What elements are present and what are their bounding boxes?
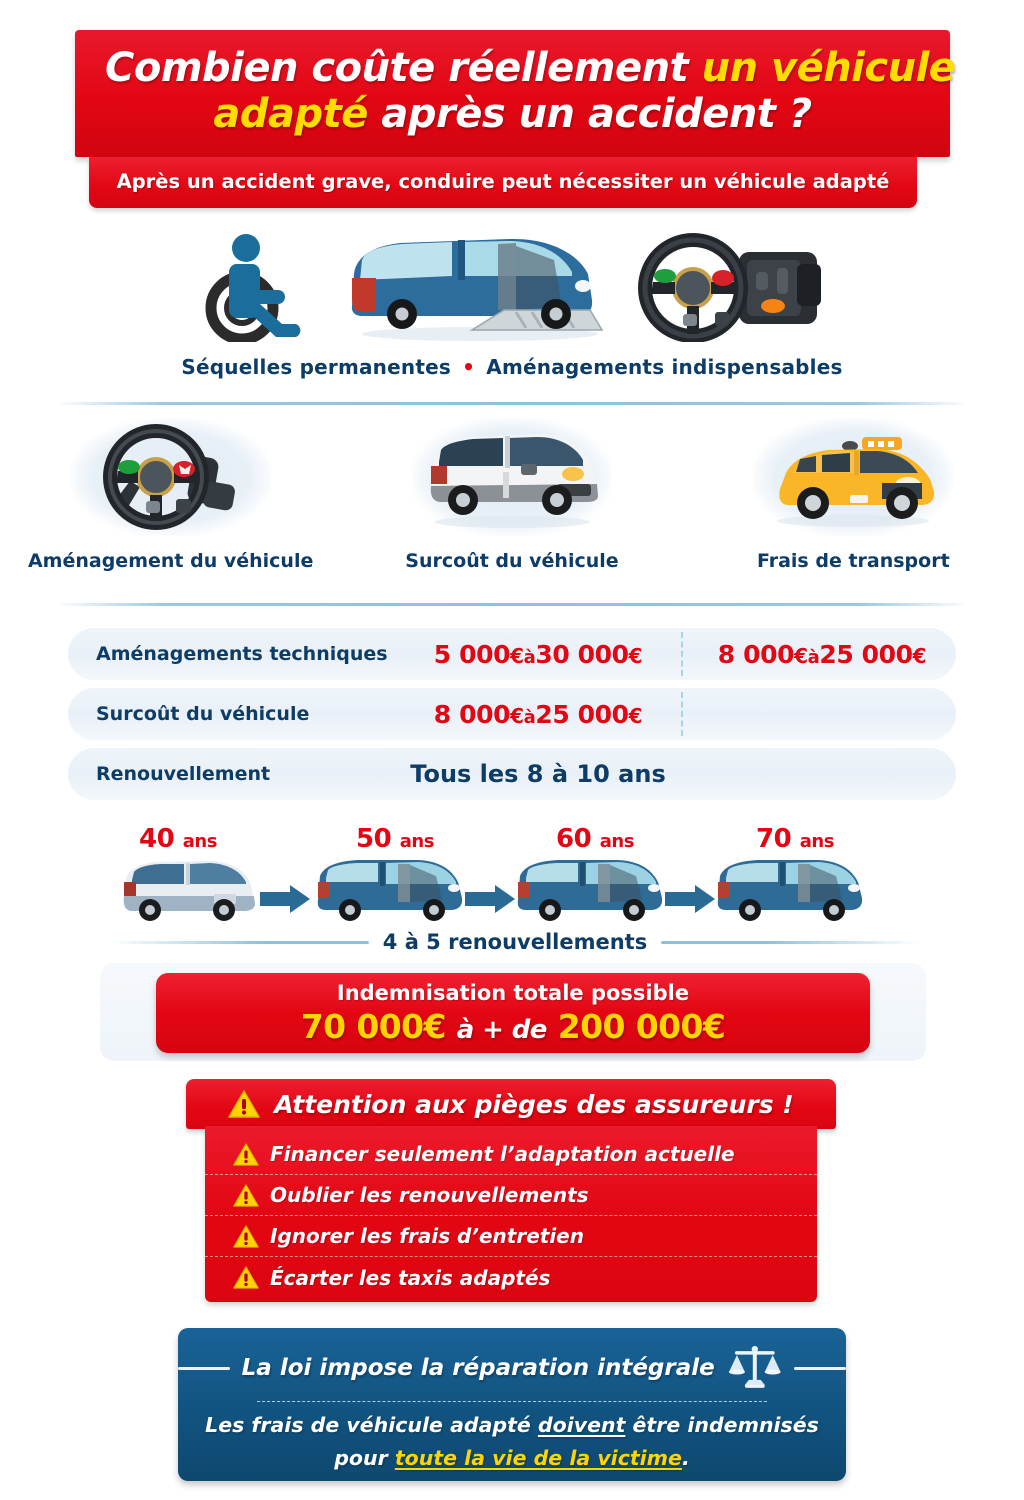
blue-adapted-van-icon xyxy=(710,854,870,926)
currency-symbol: € xyxy=(628,643,643,668)
subtitle-text: Après un accident grave, conduire peut nécessiter un véhicule adapté xyxy=(116,170,890,193)
warning-triangle-icon xyxy=(233,1184,259,1207)
table-cell-col1 xyxy=(388,760,688,788)
adapted-steering-wheel-controls-icon xyxy=(631,230,831,342)
category-icon-backdrop xyxy=(412,418,612,536)
hero-icon-row xyxy=(0,222,1024,342)
title-text-1b: un véhicule xyxy=(701,45,956,91)
currency-symbol: € xyxy=(423,1007,446,1046)
range-separator: à xyxy=(523,706,536,728)
law-emphasis-doivent: doivent xyxy=(537,1413,626,1437)
warning-item-text: Ignorer les frais d’entretien xyxy=(270,1224,584,1248)
table-row-label: Surcoût du véhicule xyxy=(96,703,310,725)
scales-of-justice-icon xyxy=(727,1344,783,1392)
law-line-1 xyxy=(178,1413,846,1437)
renewal-period-value: Tous les 8 à 10 ans xyxy=(410,760,666,788)
timeline-vehicle xyxy=(310,854,470,931)
category-label-transport: Frais de transport xyxy=(756,550,950,572)
table-row xyxy=(68,688,956,740)
warning-item-text: Oublier les renouvellements xyxy=(270,1183,589,1207)
wheelchair-user-icon xyxy=(194,230,314,342)
table-row xyxy=(68,628,956,680)
renewals-rule-right xyxy=(661,941,920,944)
range-separator: à xyxy=(523,646,536,668)
category-label-amenagement: Aménagement du véhicule xyxy=(27,550,314,572)
law-rule-left xyxy=(178,1367,230,1370)
cost-table xyxy=(68,628,956,808)
timeline-age-unit: ans xyxy=(599,831,634,852)
law-dashed-divider xyxy=(257,1401,767,1402)
table-row xyxy=(68,748,956,800)
timeline-age-value: 40 xyxy=(139,824,175,854)
currency-symbol: € xyxy=(794,643,808,668)
law-line-2 xyxy=(178,1446,846,1470)
timeline-age-label xyxy=(315,824,475,854)
timeline-age-unit: ans xyxy=(182,831,217,852)
currency-symbol: € xyxy=(912,643,927,668)
timeline-age-value: 60 xyxy=(556,824,592,854)
timeline-age-unit: ans xyxy=(399,831,434,852)
warnings-list xyxy=(205,1126,817,1302)
timeline-age-label xyxy=(515,824,675,854)
amount-to: 25 000 xyxy=(535,699,629,729)
renewals-line xyxy=(110,930,920,954)
title-banner xyxy=(75,30,956,157)
indemnisation-heading: Indemnisation totale possible xyxy=(336,981,690,1005)
blue-adapted-van-icon xyxy=(310,854,470,926)
divider-1 xyxy=(55,402,969,405)
currency-symbol: € xyxy=(510,703,524,728)
title-text-1a: Combien coûte réellement xyxy=(105,45,702,91)
warnings-header xyxy=(186,1079,836,1129)
divider-2 xyxy=(55,603,969,606)
amount-from: 8 000 xyxy=(433,699,511,729)
law-line-2c: . xyxy=(681,1446,690,1470)
column-divider xyxy=(681,632,683,676)
title-text-2a: adapté xyxy=(213,90,368,137)
hero-caption-dot: • xyxy=(462,355,476,379)
law-heading-text: La loi impose la réparation intégrale xyxy=(241,1355,715,1381)
law-line-2a: pour xyxy=(334,1446,395,1470)
law-line-1c: être indemnisés xyxy=(625,1413,819,1437)
amount-from: 5 000 xyxy=(433,639,511,669)
warning-item xyxy=(205,1134,817,1175)
law-box xyxy=(178,1328,846,1481)
table-cell-col2 xyxy=(688,640,956,669)
warning-item-text: Financer seulement l’adaptation actuelle xyxy=(270,1142,735,1166)
category-icon-backdrop xyxy=(753,418,953,536)
wheelchair-accessible-van-icon xyxy=(340,230,605,342)
warning-item xyxy=(205,1257,817,1298)
law-line-1a: Les frais de véhicule adapté xyxy=(205,1413,538,1437)
column-divider xyxy=(681,692,683,736)
title-text-2b: après un accident ? xyxy=(367,90,812,137)
indemnisation-amount-low: 70 000 xyxy=(300,1007,424,1046)
amount-to: 25 000 xyxy=(819,639,913,669)
warning-triangle-icon xyxy=(233,1225,259,1248)
amount-to: 30 000 xyxy=(535,639,629,669)
blue-adapted-van-icon xyxy=(510,854,670,926)
warning-triangle-icon xyxy=(233,1143,259,1166)
title-line-2 xyxy=(105,92,920,138)
warning-triangle-icon xyxy=(233,1266,259,1289)
category-amenagement xyxy=(0,418,341,572)
category-icon-backdrop xyxy=(71,418,271,536)
currency-symbol: € xyxy=(702,1007,726,1046)
law-rule-right xyxy=(794,1367,846,1370)
warning-item xyxy=(205,1175,817,1216)
steering-wheel-adaptation-icon xyxy=(78,421,263,533)
table-cell-col1 xyxy=(388,640,688,669)
title-block xyxy=(75,30,956,193)
law-emphasis-lifetime: toute la vie de la victime xyxy=(394,1446,682,1470)
category-surcout xyxy=(341,418,682,572)
table-row-label: Aménagements techniques xyxy=(96,643,388,665)
white-minivan-icon xyxy=(417,422,607,532)
timeline-age-value: 70 xyxy=(756,824,792,854)
hero-caption xyxy=(0,355,1024,379)
timeline-vehicle xyxy=(510,854,670,931)
indemnisation-banner xyxy=(156,973,870,1053)
table-cell-col1 xyxy=(388,700,688,729)
amount-from: 8 000 xyxy=(717,639,795,669)
timeline-age-unit: ans xyxy=(799,831,834,852)
indemnisation-mid: à + de xyxy=(456,1015,547,1045)
warning-item xyxy=(205,1216,817,1257)
title-line-1 xyxy=(105,45,956,92)
subtitle-banner xyxy=(89,157,917,208)
renewals-rule-left xyxy=(110,941,369,944)
warnings-header-text: Attention aux pièges des assureurs ! xyxy=(274,1089,794,1119)
yellow-taxi-icon xyxy=(758,423,948,531)
hero-caption-left: Séquelles permanentes xyxy=(181,355,451,379)
timeline-vehicle xyxy=(114,854,264,931)
timeline-vehicle xyxy=(710,854,870,931)
renewals-label: 4 à 5 renouvellements xyxy=(382,930,648,954)
warning-item-text: Écarter les taxis adaptés xyxy=(270,1265,551,1290)
timeline-age-label xyxy=(715,824,875,854)
timeline-age-label xyxy=(98,824,258,854)
indemnisation-amount-high: 200 000 xyxy=(557,1007,703,1046)
currency-symbol: € xyxy=(628,703,643,728)
warning-triangle-icon xyxy=(228,1090,260,1118)
category-label-surcout: Surcoût du véhicule xyxy=(405,550,619,572)
right-arrow-icon xyxy=(665,884,715,914)
law-heading-row xyxy=(178,1344,846,1392)
table-row-label: Renouvellement xyxy=(96,763,271,785)
amount-range xyxy=(434,700,642,729)
hero-caption-right: Aménagements indispensables xyxy=(486,355,843,379)
right-arrow-icon xyxy=(465,884,515,914)
blue-van-icon xyxy=(114,854,264,926)
currency-symbol: € xyxy=(510,643,524,668)
right-arrow-icon xyxy=(260,884,310,914)
indemnisation-amounts xyxy=(156,1007,870,1046)
range-separator: à xyxy=(807,646,820,668)
amount-range xyxy=(718,640,926,669)
category-transport xyxy=(683,418,1024,572)
timeline-age-value: 50 xyxy=(356,824,392,854)
amount-range xyxy=(434,640,642,669)
renewal-timeline xyxy=(110,826,920,931)
category-row xyxy=(0,418,1024,572)
